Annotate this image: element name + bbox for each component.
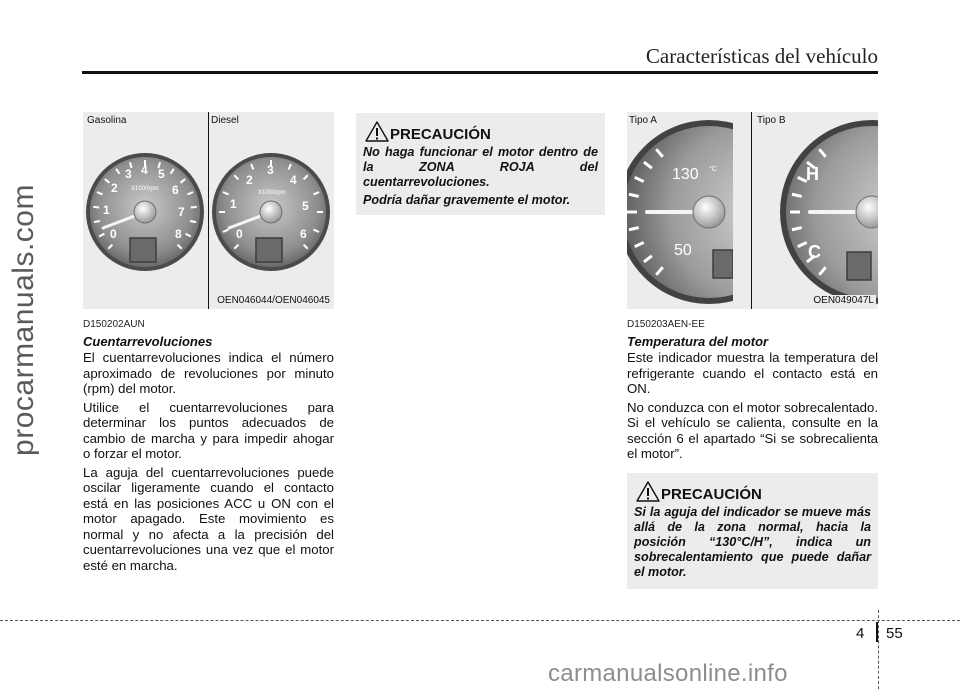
caution-line: Si la aguja del indicador se mueve más allá de la zona normal, hacia la posición “130°C/H”, indica un sobrecalentamiento que puede dañar el motor. [634,505,871,579]
paragraph: El cuentarrevoluciones indica el número aproximado de revoluciones por minuto (rpm) del motor. [83,350,334,396]
gauge-tick-mark [191,207,197,208]
gauge-tick: 3 [125,167,132,181]
gauge-tick: 4 [290,173,297,187]
warning-icon [636,481,660,502]
paragraph: Utilice el cuentarrevoluciones para determinar los puntos adecuados de cambio de marcha y para impedir ahogar o forzar el motor. [83,399,334,461]
tachometer-figure [83,112,334,309]
gauge-tick: 8 [175,227,182,241]
footer-divider [878,610,879,689]
caution-line: No haga funcionar el motor dentro de la ZONA ROJA del cuentarrevoluciones. [363,145,598,189]
gauge-tick: 1 [230,197,237,211]
section-code: D150202AUN [83,319,145,330]
gauge-tick: 0 [110,227,117,241]
gauge-tick-mark [94,221,100,222]
caution-body [634,505,871,583]
gauge-tick-mark [93,207,99,208]
gauge-tick: 6 [300,227,307,241]
caution-title: PRECAUCIÓN [661,486,762,503]
gauge-low-label: 50 [674,242,692,259]
temperature-figure [627,112,878,309]
bottom-watermark: carmanualsonline.info [548,660,788,687]
figure-code: OEN049047L [813,295,874,306]
section-title: Características del vehículo [645,44,878,68]
gauge-tick-mark [792,228,802,230]
section-code: D150203AEN-EE [627,319,705,330]
gauge-high-label: H [806,164,819,184]
gasoline-tachometer [83,134,208,282]
gauge-tick: 3 [267,163,274,177]
diesel-tachometer [208,134,334,282]
gauge-unit: °C [709,166,717,173]
gauge-tick: 1 [103,203,110,217]
paragraph: No conduzca con el motor sobrecalentado. Si el vehículo se calienta, consulte en la sección 6 el apartado “Si se sobrecalienta el motor”. [627,399,878,461]
caution-line: Podría dañar gravemente el motor. [363,193,571,207]
gauge-tick-mark [190,221,196,222]
page-number: 55 [886,625,903,642]
gauge-tick-mark [629,194,639,196]
gauge-unit: X1000rpm [131,186,159,192]
warning-icon [365,121,389,142]
gauge-tick-mark [792,194,802,196]
gauge-unit: X1000rpm [258,190,286,196]
paragraph: Este indicador muestra la temperatura del refrigerante cuando el contacto está en ON. [627,350,878,396]
figure-code: OEN046044/OEN046045 [217,295,330,306]
caution-box [627,473,878,589]
gauge-tick: 5 [302,199,309,213]
gauge-tick: 0 [236,227,243,241]
figure-label-type-a: Tipo A [629,115,657,126]
figure-label-diesel: Diesel [211,115,239,126]
chapter-number: 4 [856,625,865,642]
temperature-text [627,350,878,465]
page-bar [876,622,878,642]
gauge-tick: 2 [246,173,253,187]
gauge-tick: 7 [178,205,185,219]
figure-label-gasoline: Gasolina [87,115,127,126]
gauge-tick-mark [629,228,639,230]
temperature-gauge-type-b [752,112,878,309]
gauge-high-label: 130 [672,166,699,183]
gauge-tick: 5 [158,167,165,181]
section-heading: Cuentarrevoluciones [83,334,213,349]
figure-label-type-b: Tipo B [757,115,786,126]
gauge-tick: 6 [172,183,179,197]
gauge-tick: 2 [111,181,118,195]
gauge-tick: 4 [141,163,148,177]
caution-body [363,145,598,211]
caution-box [356,113,605,215]
tachometer-text [83,350,334,576]
side-watermark [4,110,44,530]
temperature-gauge-type-a [627,112,733,309]
side-watermark-text: procarmanuals.com [7,184,40,456]
paragraph: La aguja del cuentarrevoluciones puede oscilar ligeramente cuando el contacto está en las posiciones ACC u ON con el motor apagado. Este movimiento es normal y no afecta a la precisión del cuentarrevoluciones una vez que el motor esté en marcha. [83,464,334,573]
gauge-low-label: C [808,242,821,262]
header-rule [82,71,878,74]
section-heading: Temperatura del motor [627,334,769,349]
footer-rule [0,620,960,621]
caution-title: PRECAUCIÓN [390,126,491,143]
